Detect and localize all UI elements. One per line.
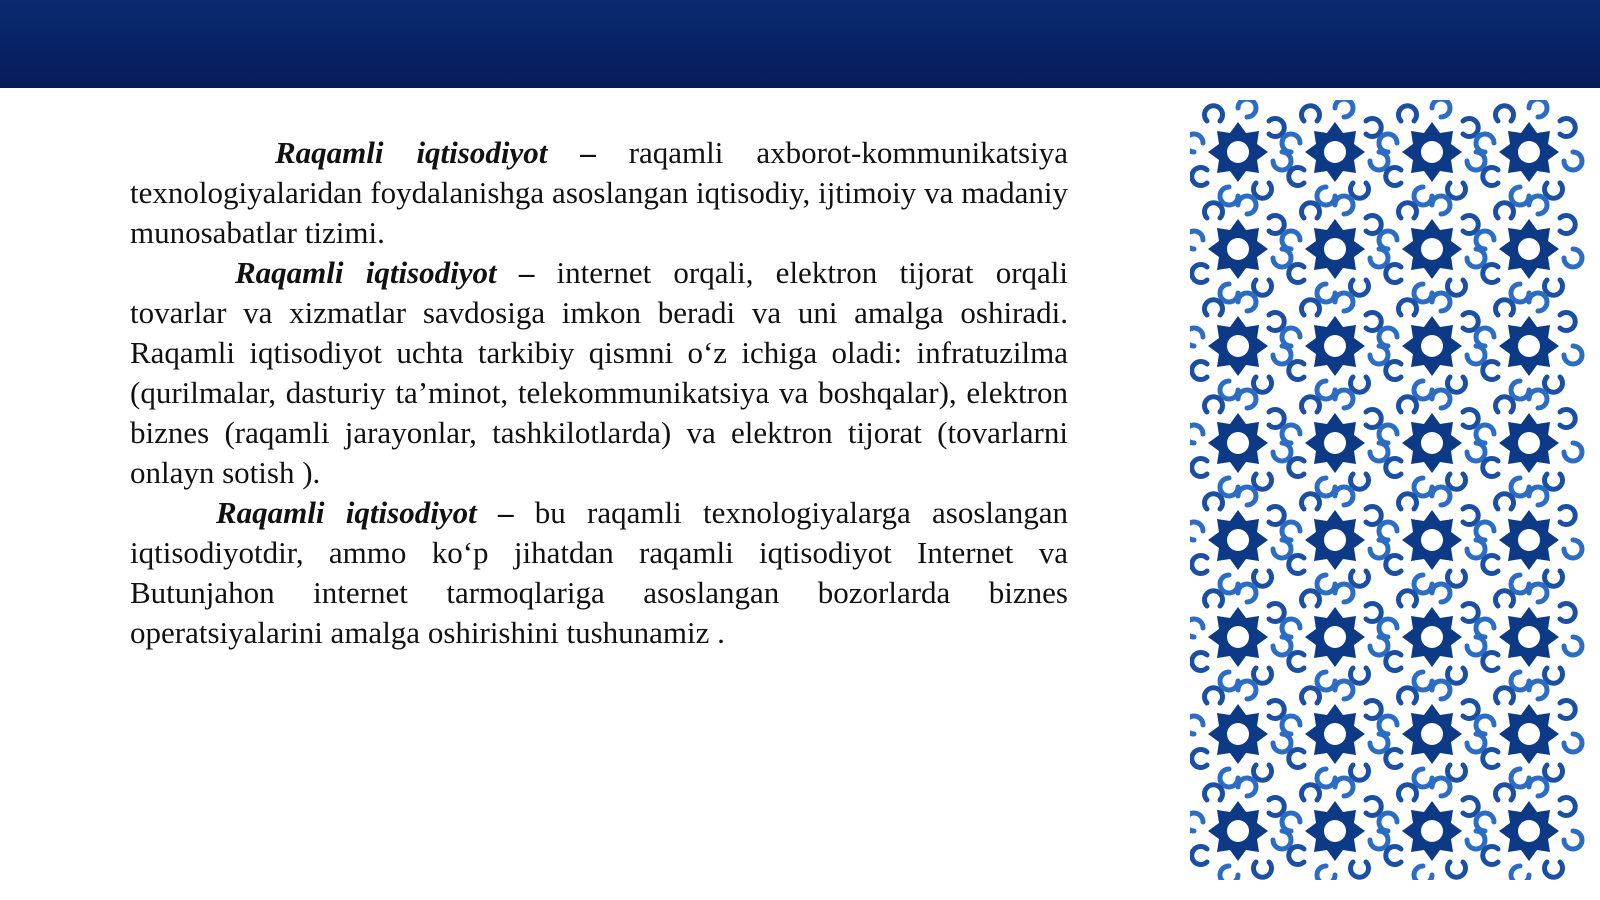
term-highlight: Raqamli iqtisodiyot [275,135,548,170]
decorative-pattern [1190,100,1590,880]
blue-star-ornament-icon [1282,778,1388,880]
header-bar [0,0,1600,88]
blue-star-ornament-icon [1190,584,1291,690]
blue-star-ornament-icon [1379,390,1485,496]
blue-star-ornament-icon [1190,778,1291,880]
blue-star-ornament-icon [1476,196,1582,302]
blue-star-ornament-icon [1190,487,1291,593]
term-highlight: Raqamli iqtisodiyot [216,495,477,530]
paragraph-definition-3 [130,493,1068,653]
paragraph-definition-2 [130,253,1068,493]
paragraph-definition-1 [130,133,1068,253]
blue-star-ornament-icon [1282,487,1388,593]
blue-star-ornament-icon [1379,100,1485,205]
blue-star-ornament-icon [1190,390,1291,496]
blue-star-ornament-icon [1282,100,1388,205]
blue-star-ornament-icon [1476,681,1582,787]
dash: – [580,135,596,170]
term-highlight: Raqamli iqtisodiyot [235,255,497,290]
blue-star-ornament-icon [1476,584,1582,690]
blue-star-ornament-icon [1379,487,1485,593]
blue-star-ornament-icon [1379,778,1485,880]
blue-star-ornament-icon [1282,681,1388,787]
blue-star-ornament-icon [1476,293,1582,399]
blue-star-ornament-icon [1476,100,1582,205]
dash: – [497,495,514,530]
blue-star-ornament-icon [1190,681,1291,787]
blue-star-ornament-icon [1282,196,1388,302]
paragraph-body: internet orqali, elektron tijorat orqali tovarlar va xizmatlar savdosiga imkon beradi va uni amalga oshiradi. Raqamli iqtisodiyot uchta tarkibiy qismni o‘z ichiga oladi: infratuzilma (qurilmalar, dasturiy ta’minot, telekommunikatsiya va boshqalar), elektron biznes (raqamli jarayonlar, tashkilotlarda) va elektron tijorat (tovarlarni onlayn sotish ). [130,255,1069,490]
blue-star-ornament-icon [1190,293,1291,399]
blue-star-ornament-icon [1190,100,1291,205]
dash: – [518,255,535,290]
paragraph-body: raqamli axborot-kommunikatsiya texnologiyalaridan foydalanishga asoslangan iqtisodiy, ijtimoiy va madaniy munosabatlar tizimi. [130,135,1068,250]
blue-star-ornament-icon [1190,196,1291,302]
blue-star-ornament-icon [1379,681,1485,787]
blue-star-ornament-icon [1282,293,1388,399]
blue-star-ornament-icon [1379,584,1485,690]
blue-star-ornament-icon [1476,778,1582,880]
blue-star-ornament-icon [1379,293,1485,399]
blue-star-ornament-icon [1379,196,1485,302]
blue-star-ornament-icon [1282,584,1388,690]
blue-star-ornament-icon [1282,390,1388,496]
ornament-pattern [1190,100,1590,880]
blue-star-ornament-icon [1476,487,1582,593]
blue-star-ornament-icon [1476,390,1582,496]
paragraph-body: bu raqamli texnologiyalarga asoslangan iqtisodiyotdir, ammo ko‘p jihatdan raqamli iqtisodiyot Internet va Butunjahon internet tarmoqlariga asoslangan bozorlarda biznes operatsiyalarini amalga oshirishini tushunamiz . [130,495,1069,650]
slide-text [130,133,1068,653]
